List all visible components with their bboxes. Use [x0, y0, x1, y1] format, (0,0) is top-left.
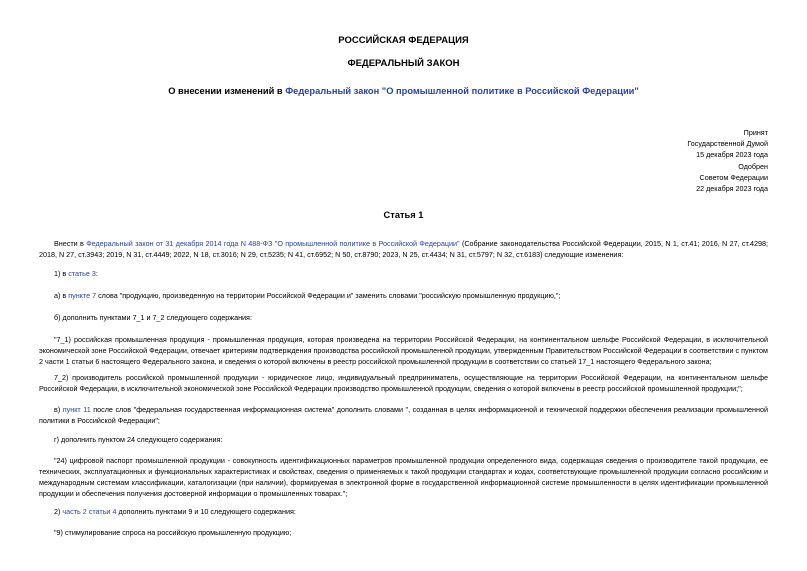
approved-label: Одобрен	[738, 161, 768, 171]
item-g: г) дополнить пунктом 24 следующего содержания:	[54, 435, 223, 444]
item-a	[39, 291, 768, 302]
intro-pre: Внести в	[54, 239, 87, 248]
approved-date: 22 декабря 2023 года	[696, 184, 768, 194]
clause-7-link[interactable]: пункте 7	[68, 291, 97, 300]
adoption-block	[687, 127, 768, 194]
accepted-date: 15 декабря 2023 года	[696, 150, 768, 160]
item-b: б) дополнить пунктами 7_1 и 7_2 следующего содержания:	[54, 313, 252, 322]
item-24: "24) цифровой паспорт промышленной продукции - совокупность идентификационных параметров промышленной продукции определенного вида, содержащая сведения о производителе такой продукции, ее технических, эксплуатационных и функциональных характеристиках и свойствах, сведения о применяемых к такой продукции стандартах и кодах, соответствующие промышленной продукции согласно российским и международным системам классификации, каталогизации (при наличии), формируемая в электронной форме в государственной информационной системе промышленности в целях идентификации промышленной продукции и обеспечения получения достоверной информации о промышленных товарах.";	[39, 456, 768, 498]
duma-label: Государственной Думой	[687, 139, 768, 149]
article-heading: Статья 1	[383, 210, 424, 220]
accepted-label: Принят	[743, 128, 768, 137]
article-intro	[39, 239, 768, 261]
item-1-post: :	[95, 269, 98, 278]
council-label: Советом Федерации	[699, 172, 768, 182]
item-v	[39, 405, 768, 427]
intro-post: (Собрание законодательства Российской Федерации, 2015, N 1, ст.41; 2016, N 27, ст.4298; 2018, N 27, ст.3943; 2019, N 31, ст.4449; 2022, N 18, ст.3016; N 29, ст.5235; N 41, ст.6952; N 50, ст.8790; 2023, N 25, ст.4434; N 31, ст.5797; N 32, ст.6183) следующие изменения:	[39, 239, 768, 259]
item-2	[39, 507, 768, 518]
item-1	[39, 269, 768, 280]
article-3-link[interactable]: статье 3	[68, 269, 96, 278]
item-7-1: "7_1) российская промышленная продукция - промышленная продукция, которая произведена на территории Российской Федерации, на континентальном шельфе Российской Федерации, в исключительной экономической зоне Российской Федерации, отвечает критериям подтверждения производства российской промышленной продукции, утвержденным Правительством Российской Федерации в соответствии с пунктом 2 части 1 статьи 6 настоящего Федерального закона, и сведения о которой включены в реестр российской промышленной продукции в соответствии со статьей 17_1 настоящего Федерального закона;	[39, 335, 768, 366]
clause-11-link[interactable]: пункт 11	[62, 405, 91, 414]
law-title	[0, 86, 807, 96]
article-4-part-2-link[interactable]: часть 2 статьи 4	[62, 507, 117, 516]
intro-law-link[interactable]: Федеральный закон от 31 декабря 2014 года N 488-ФЗ "О промышленной политике в Российской Федерации"	[86, 239, 460, 248]
item-7-2: 7_2) производитель российской промышленной продукции - юридическое лицо, индивидуальный предприниматель, осуществляющие на территории Российской Федерации, на континентальном шельфе Российской Федерации, в исключительной экономической зоне Российской Федерации производство промышленной продукции, сведения о которой включены в реестр российской промышленной продукции;";	[39, 373, 768, 393]
document-type-heading: ФЕДЕРАЛЬНЫЙ ЗАКОН	[347, 58, 460, 69]
item-v-post: после слов "федеральная государственная информационная система" дополнить словами ", созданная в целях информационной и технической поддержки обеспечения реализации промышленной политики в Российской Федерации";	[39, 405, 769, 425]
item-a-pre: а) в	[54, 291, 69, 300]
item-1-pre: 1) в	[54, 269, 69, 278]
item-v-pre: в)	[54, 405, 63, 414]
country-heading: РОССИЙСКАЯ ФЕДЕРАЦИЯ	[338, 35, 469, 46]
item-2-post: дополнить пунктами 9 и 10 следующего содержания:	[116, 507, 296, 516]
law-title-link[interactable]: Федеральный закон "О промышленной политике в Российской Федерации"	[285, 86, 639, 96]
law-title-prefix: О внесении изменений в	[168, 86, 286, 96]
item-9: "9) стимулирование спроса на российскую промышленную продукцию;	[54, 528, 292, 537]
item-a-post: слова "продукцию, произведенную на территории Российской Федерации и" заменить словами "российскую промышленную продукцию,";	[96, 291, 561, 300]
item-2-pre: 2)	[54, 507, 63, 516]
